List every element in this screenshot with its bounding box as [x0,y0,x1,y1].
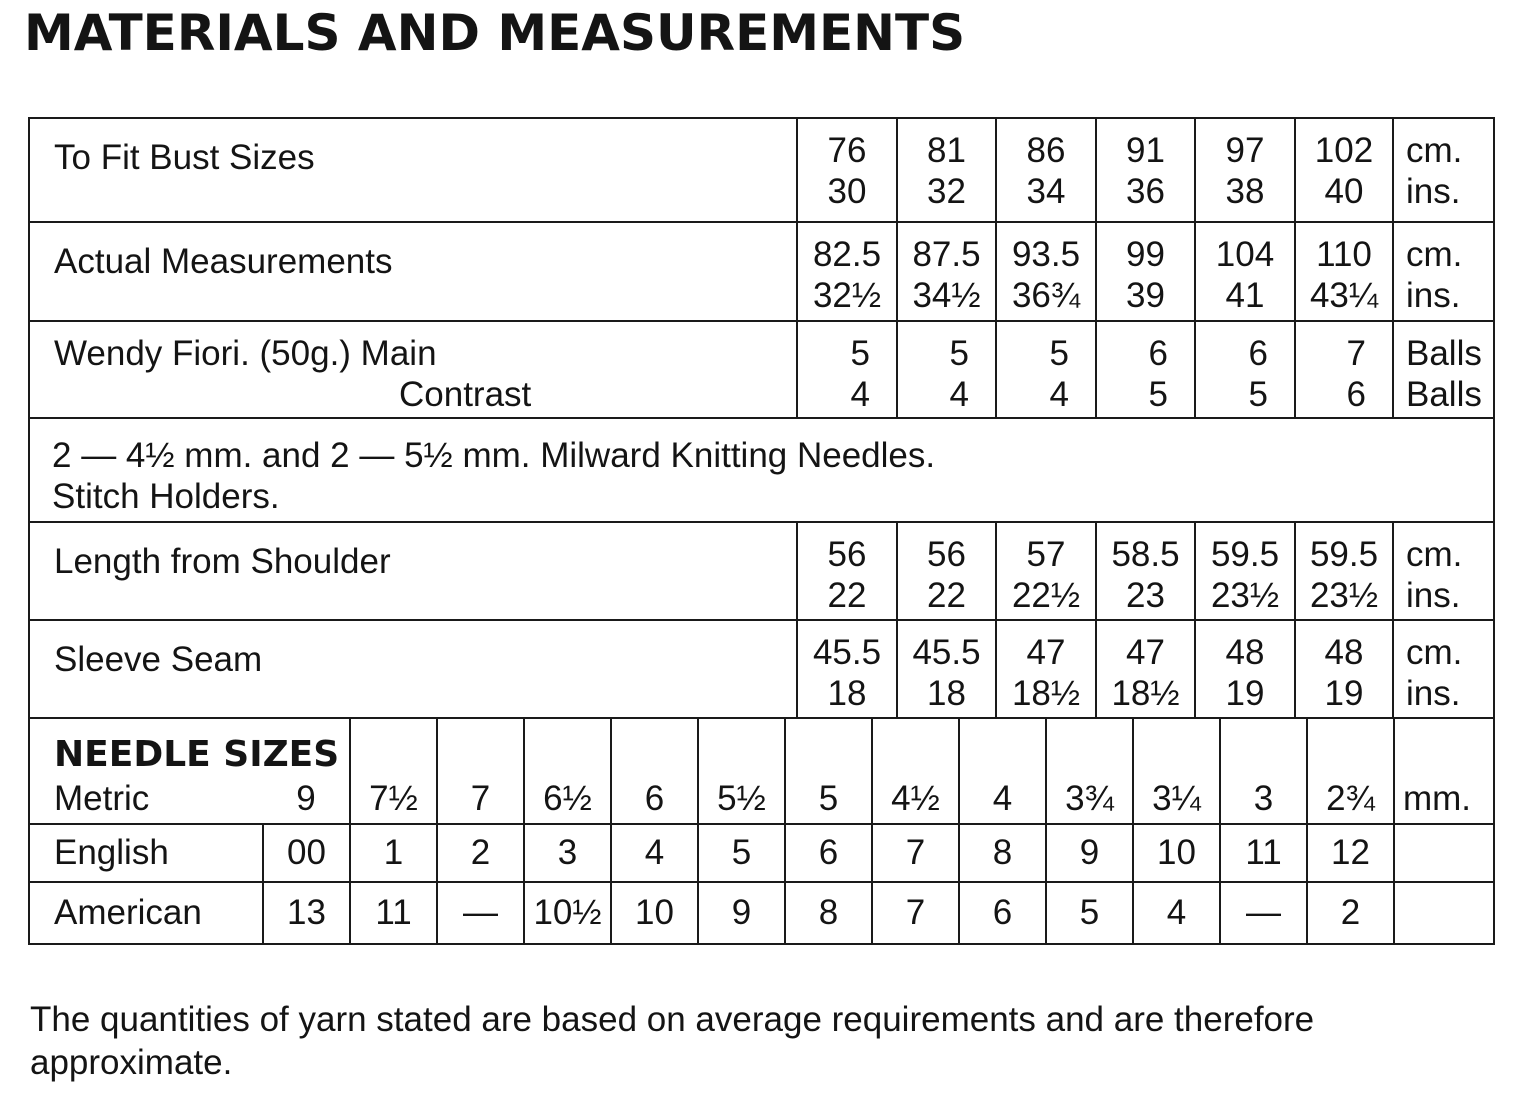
needle-size-cell: 8 [785,882,872,944]
value-ins: 18 [827,674,867,713]
value-cm: 58.5 [1111,535,1180,574]
needle-size-cell: 7 [437,717,524,824]
value-contrast: 5 [1248,375,1268,414]
value-cm: 48 [1324,633,1364,672]
row-label [29,321,797,418]
needle-unit-cell [1394,882,1494,944]
value-ins: 23½ [1210,576,1280,615]
actual-measurements-row [29,222,1494,321]
needle-size-cell: 5 [1046,882,1133,944]
value-contrast: 4 [1049,375,1069,414]
needle-size-cell: 00 [263,824,350,882]
unit-cell [1393,321,1494,418]
needle-size-cell: 6 [611,717,698,824]
unit-top: Balls [1406,334,1482,373]
needle-unit-cell [1394,824,1494,882]
value-ins: 18 [927,674,966,713]
needle-size-cell: 10 [611,882,698,944]
needle-row-label [29,717,340,824]
value-ins: 36¾ [1011,276,1081,315]
value-contrast: 4 [949,375,969,414]
value-main: 6 [1248,334,1268,373]
value-cm: 97 [1225,131,1265,170]
yarn-contrast-label: Contrast [399,375,532,414]
value-cm: 99 [1126,235,1165,274]
size-value-cell [897,118,996,222]
needle-size-cell: 8 [959,824,1046,882]
size-value-cell [1195,321,1295,418]
unit-top: cm. [1406,535,1463,574]
needle-size-cell: 7 [872,824,959,882]
size-value-cell [996,321,1096,418]
value-cm: 59.5 [1309,535,1379,574]
needle-sizes-table [28,717,1495,945]
needle-size-cell: 6 [959,882,1046,944]
value-cm: 56 [927,535,966,574]
needle-sizes-heading: NEEDLE SIZES [54,734,340,775]
value-cm: 76 [827,131,867,170]
measurements-table [28,117,1495,719]
needle-size-cell: 11 [350,882,437,944]
value-cm: 47 [1126,633,1165,672]
value-contrast: 5 [1148,375,1168,414]
value-cm: 110 [1316,235,1372,274]
size-value-cell [797,118,897,222]
needle-size-cell: — [1220,882,1307,944]
value-ins: 34½ [912,276,981,315]
size-value-cell [1096,222,1195,321]
yarn-main-label: Wendy Fiori. (50g.) Main [54,334,437,373]
size-value-cell [996,620,1096,718]
value-cm: 104 [1215,235,1275,274]
needle-size-cell: 2 [1307,882,1394,944]
value-cm: 56 [827,535,867,574]
needle-size-cell: 9 [1046,824,1133,882]
needle-size-cell: 4 [611,824,698,882]
size-value-cell [897,522,996,620]
size-value-cell [1195,522,1295,620]
value-cm: 57 [1026,535,1066,574]
value-ins: 23½ [1309,576,1379,615]
size-value-cell [1295,222,1393,321]
needle-size-cell: 3¼ [1133,717,1220,824]
sleeve-seam-row [29,620,1494,718]
value-cm: 102 [1314,131,1374,170]
unit-top: cm. [1406,633,1463,672]
unit-bottom: ins. [1406,576,1461,615]
needle-size-cell: 9 [698,882,785,944]
unit-bottom: ins. [1406,172,1461,211]
value-ins: 19 [1324,674,1364,713]
unit-bottom: ins. [1406,674,1461,713]
value-contrast: 4 [850,375,870,414]
unit-cell [1393,522,1494,620]
size-value-cell [1195,118,1295,222]
needle-size-cell: 7 [872,882,959,944]
needle-size-cell: 10½ [524,882,611,944]
needle-size-cell: 3 [1220,717,1307,824]
english-row [29,824,1494,882]
needle-size-cell: 10 [1133,824,1220,882]
needle-size-cell: 3¾ [1046,717,1133,824]
unit-cell [1393,118,1494,222]
needles-text-cell [29,418,1494,522]
needle-row-label: English [29,824,263,882]
size-value-cell [1096,620,1195,718]
size-value-cell [797,321,897,418]
needle-size-cell: 11 [1220,824,1307,882]
size-value-cell [797,620,897,718]
size-value-cell [1295,522,1393,620]
value-ins: 18½ [1111,674,1180,713]
size-value-cell [1195,620,1295,718]
value-ins: 40 [1324,172,1364,211]
unit-top: cm. [1406,235,1463,274]
size-value-cell [1096,321,1195,418]
size-value-cell [1295,321,1393,418]
value-main: 5 [949,334,969,373]
needles-text-line1: 2 — 4½ mm. and 2 — 5½ mm. Milward Knitting Needles. [52,436,936,475]
value-ins: 34 [1026,172,1066,211]
value-cm: 47 [1026,633,1066,672]
footnote: The quantities of yarn stated are based on average requirements and are therefore approximate. [30,1000,1315,1082]
value-cm: 45.5 [912,633,981,672]
knitting-needles-row [29,418,1494,522]
value-cm: 93.5 [1011,235,1081,274]
size-value-cell [897,620,996,718]
needle-size-cell: 2¾ [1307,717,1394,824]
needle-size-cell: 5½ [698,717,785,824]
value-ins: 22½ [1011,576,1081,615]
needles-text-line2: Stitch Holders. [52,477,280,516]
size-value-cell [1096,522,1195,620]
unit-cell [1393,222,1494,321]
value-cm: 87.5 [912,235,981,274]
value-ins: 18½ [1011,674,1081,713]
row-label: Actual Measurements [29,222,797,321]
value-ins: 30 [827,172,867,211]
needle-size-cell: 9 [263,717,350,824]
unit-top: cm. [1406,131,1463,170]
needle-size-cell: 1 [350,824,437,882]
length-row [29,522,1494,620]
needle-size-cell: — [437,882,524,944]
needle-size-cell: 7½ [350,717,437,824]
value-ins: 38 [1225,172,1265,211]
value-cm: 59.5 [1210,535,1280,574]
value-ins: 22 [827,576,867,615]
value-cm: 48 [1225,633,1265,672]
size-value-cell [797,522,897,620]
size-value-cell [897,222,996,321]
needle-size-cell: 4 [959,717,1046,824]
needle-size-cell: 2 [437,824,524,882]
needle-size-cell: 5 [785,717,872,824]
unit-cell [1393,620,1494,718]
unit-bottom: Balls [1406,375,1482,414]
size-value-cell [897,321,996,418]
needle-size-cell: 6 [785,824,872,882]
metric-row [29,717,1494,824]
value-main: 5 [1049,334,1069,373]
row-label: Sleeve Seam [29,620,797,718]
needle-size-cell: 5 [698,824,785,882]
value-ins: 36 [1126,172,1165,211]
needle-size-cell: 13 [263,882,350,944]
value-ins: 41 [1225,276,1265,315]
value-contrast: 6 [1346,375,1366,414]
needle-unit-cell: mm. [1394,717,1494,824]
page-title: MATERIALS AND MEASUREMENTS [24,4,966,62]
value-ins: 23 [1126,576,1165,615]
value-ins: 32 [927,172,966,211]
value-main: 5 [850,334,870,373]
needle-size-cell: 12 [1307,824,1394,882]
value-ins: 39 [1126,276,1165,315]
size-value-cell [1096,118,1195,222]
bust-sizes-row [29,118,1494,222]
value-cm: 81 [927,131,966,170]
size-value-cell [1295,620,1393,718]
size-value-cell [996,522,1096,620]
row-label: Length from Shoulder [29,522,797,620]
needle-size-cell: 6½ [524,717,611,824]
value-ins: 32½ [812,276,882,315]
size-value-cell [996,118,1096,222]
needle-size-cell: 4 [1133,882,1220,944]
value-ins: 43¼ [1309,276,1379,315]
value-cm: 91 [1126,131,1165,170]
row-label: To Fit Bust Sizes [29,118,797,222]
value-ins: 22 [927,576,966,615]
value-cm: 82.5 [812,235,882,274]
yarn-row [29,321,1494,418]
size-value-cell [797,222,897,321]
metric-label: Metric [54,779,150,818]
value-cm: 86 [1026,131,1066,170]
value-main: 6 [1148,334,1168,373]
value-ins: 19 [1225,674,1265,713]
needle-row-label: American [29,882,263,944]
size-value-cell [1295,118,1393,222]
size-value-cell [996,222,1096,321]
value-cm: 45.5 [812,633,882,672]
value-main: 7 [1346,334,1366,373]
needle-size-cell: 3 [524,824,611,882]
needle-size-cell: 4½ [872,717,959,824]
american-row [29,882,1494,944]
size-value-cell [1195,222,1295,321]
unit-bottom: ins. [1406,276,1461,315]
